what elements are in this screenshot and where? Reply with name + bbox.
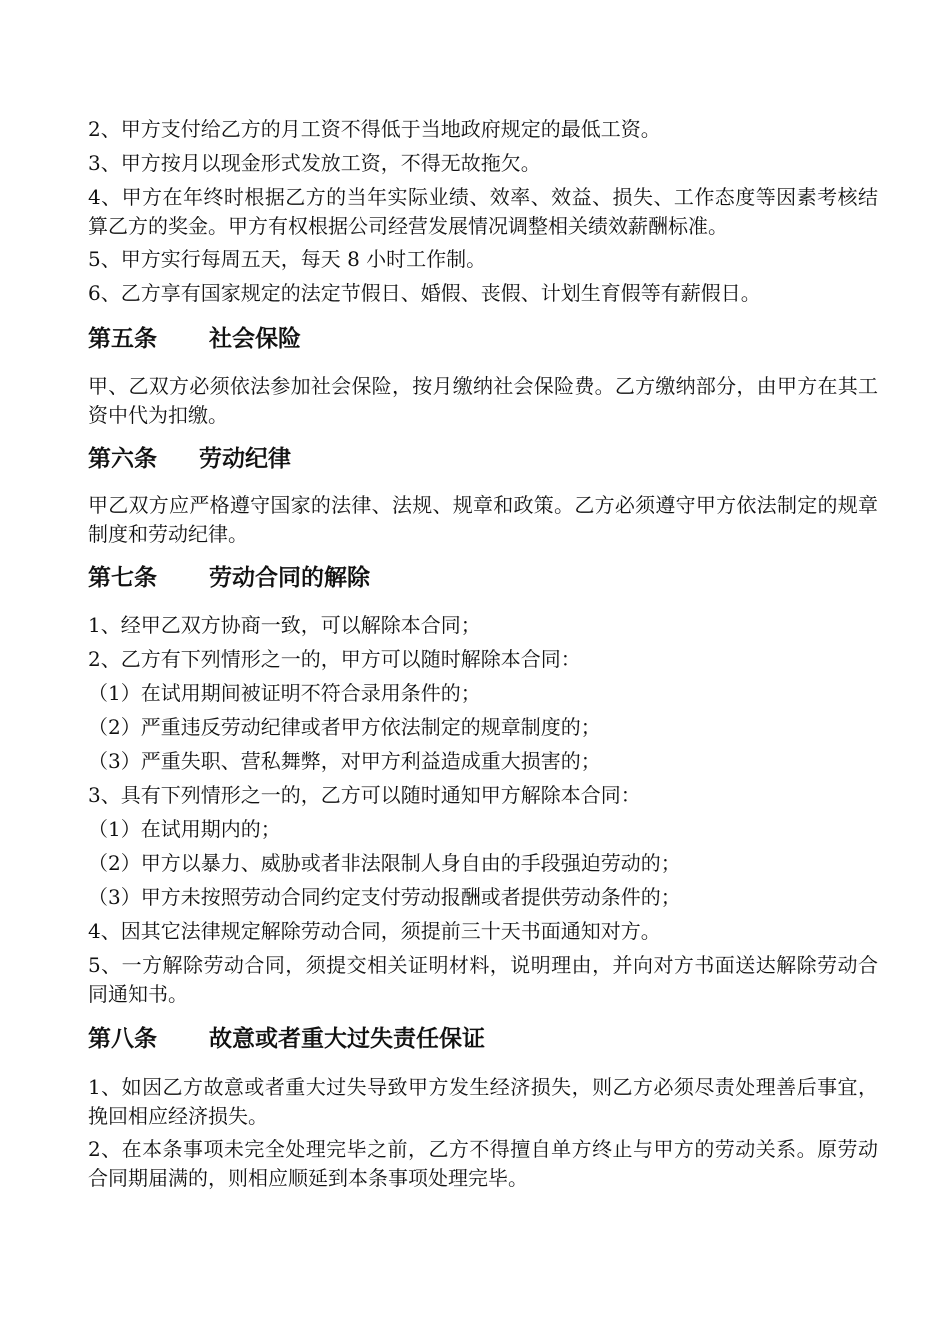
paragraph: 5、甲方实行每周五天，每天 8 小时工作制。 — [88, 247, 487, 271]
list-item: （1）在试用期内的； — [88, 817, 281, 841]
section-number: 第五条 — [88, 326, 157, 352]
list-item: 1、经甲乙双方协商一致，可以解除本合同； — [88, 613, 481, 637]
section-title: 社会保险 — [209, 326, 301, 352]
section-title: 劳动纪律 — [199, 446, 291, 472]
section-7-heading — [88, 563, 370, 593]
section-title: 故意或者重大过失责任保证 — [209, 1026, 485, 1052]
list-item: 2、乙方有下列情形之一的，甲方可以随时解除本合同： — [88, 647, 581, 671]
list-item: （2）严重违反劳动纪律或者甲方依法制定的规章制度的； — [88, 715, 601, 739]
list-item: （3）严重失职、营私舞弊，对甲方利益造成重大损害的； — [88, 749, 601, 773]
paragraph: 6、乙方享有国家规定的法定节假日、婚假、丧假、计划生育假等有薪假日。 — [88, 281, 761, 305]
section-8-heading — [88, 1024, 485, 1054]
list-item: 4、因其它法律规定解除劳动合同，须提前三十天书面通知对方。 — [88, 919, 661, 943]
section-number: 第七条 — [88, 565, 157, 591]
list-item: （2）甲方以暴力、威胁或者非法限制人身自由的手段强迫劳动的； — [88, 851, 681, 875]
section-title: 劳动合同的解除 — [209, 565, 370, 591]
section-number: 第八条 — [88, 1026, 157, 1052]
paragraph: 3、甲方按月以现金形式发放工资，不得无故拖欠。 — [88, 151, 541, 175]
section-number: 第六条 — [88, 446, 157, 472]
list-item: 2、在本条事项未完全处理完毕之前，乙方不得擅自单方终止与甲方的劳动关系。原劳动合同期届满的，则相应顺延到本条事项处理完毕。 — [88, 1137, 878, 1190]
section-6-body: 甲乙双方应严格遵守国家的法律、法规、规章和政策。乙方必须遵守甲方依法制定的规章制度和劳动纪律。 — [88, 493, 878, 546]
section-6-heading — [88, 444, 291, 474]
list-item: 3、具有下列情形之一的，乙方可以随时通知甲方解除本合同： — [88, 783, 641, 807]
list-item: （1）在试用期间被证明不符合录用条件的； — [88, 681, 481, 705]
section-5-heading — [88, 324, 301, 354]
paragraph: 2、甲方支付给乙方的月工资不得低于当地政府规定的最低工资。 — [88, 117, 661, 141]
list-item: 5、一方解除劳动合同，须提交相关证明材料，说明理由，并向对方书面送达解除劳动合同通知书。 — [88, 953, 878, 1006]
list-item: （3）甲方未按照劳动合同约定支付劳动报酬或者提供劳动条件的； — [88, 885, 681, 909]
paragraph: 4、甲方在年终时根据乙方的当年实际业绩、效率、效益、损失、工作态度等因素考核结算乙方的奖金。甲方有权根据公司经营发展情况调整相关绩效薪酬标准。 — [88, 185, 878, 238]
list-item: 1、如因乙方故意或者重大过失导致甲方发生经济损失，则乙方必须尽责处理善后事宜，挽回相应经济损失。 — [88, 1075, 878, 1128]
section-5-body: 甲、乙双方必须依法参加社会保险，按月缴纳社会保险费。乙方缴纳部分，由甲方在其工资中代为扣缴。 — [88, 374, 878, 427]
